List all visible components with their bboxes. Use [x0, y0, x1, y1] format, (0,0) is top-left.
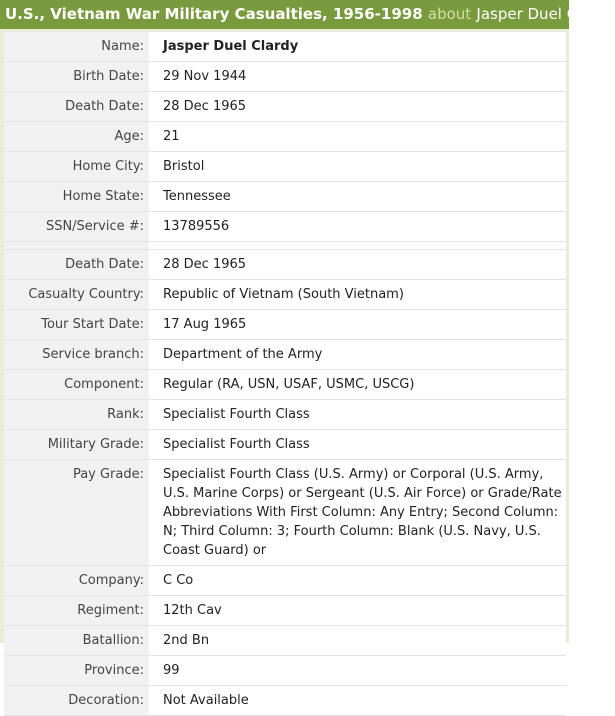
- collection-title[interactable]: U.S., Vietnam War Military Casualties, 1956-1998: [5, 5, 423, 23]
- field-label: Birth Date:: [4, 62, 149, 91]
- field-label: Decoration:: [4, 686, 149, 715]
- field-value: Specialist Fourth Class: [163, 437, 310, 452]
- record-row-province: [4, 656, 566, 686]
- field-value: 2nd Bn: [163, 633, 210, 648]
- record-row-death-date: [4, 92, 566, 122]
- field-value: 29 Nov 1944: [163, 69, 247, 84]
- record-row-ssn-service: [4, 212, 566, 242]
- header-person-name: Jasper Duel Clardy: [476, 5, 615, 23]
- record-row-service-branch: [4, 340, 566, 370]
- record-row-pay-grade: [4, 460, 566, 566]
- record-row-birth-date: [4, 62, 566, 92]
- field-value: Bristol: [163, 159, 205, 174]
- section-divider: [4, 242, 566, 250]
- field-label: Tour Start Date:: [4, 310, 149, 339]
- field-value: 17 Aug 1965: [163, 317, 247, 332]
- field-label: Company:: [4, 566, 149, 595]
- field-value: 28 Dec 1965: [163, 257, 247, 272]
- field-label: Casualty Country:: [4, 280, 149, 309]
- field-value: Republic of Vietnam (South Vietnam): [163, 287, 404, 302]
- field-value: Specialist Fourth Class (U.S. Army) or Corporal (U.S. Army, U.S. Marine Corps) or Sergeant (U.S. Air Force) or Grade/Rate Abbreviations With First Column: Any Entry; Second Column: N; Third Column: 3; Fourth Column: Blank (U.S. Navy, U.S. Coast Guard) or: [163, 467, 562, 558]
- field-value: Jasper Duel Clardy: [163, 39, 299, 54]
- record-row-batallion: [4, 626, 566, 656]
- record-row-decoration: [4, 686, 566, 716]
- about-word: about: [427, 5, 472, 23]
- record-row-casualty-country: [4, 280, 566, 310]
- field-value: 21: [163, 129, 180, 144]
- record-row-age: [4, 122, 566, 152]
- field-value: Specialist Fourth Class: [163, 407, 310, 422]
- field-label: Home State:: [4, 182, 149, 211]
- field-label: Service branch:: [4, 340, 149, 369]
- record-row-rank: [4, 400, 566, 430]
- divider-label-cell: [4, 242, 149, 249]
- field-value: 99: [163, 663, 180, 678]
- divider-value-cell: [149, 242, 566, 249]
- field-value: 13789556: [163, 219, 230, 234]
- record-row-military-grade: [4, 430, 566, 460]
- field-label: Pay Grade:: [4, 460, 149, 565]
- field-label: Rank:: [4, 400, 149, 429]
- field-value: Not Available: [163, 693, 249, 708]
- record-row-home-city: [4, 152, 566, 182]
- field-value: Department of the Army: [163, 347, 323, 362]
- record-row-regiment: [4, 596, 566, 626]
- record-row-name: [4, 32, 566, 62]
- field-label: Home City:: [4, 152, 149, 181]
- field-label: Province:: [4, 656, 149, 685]
- field-label: SSN/Service #:: [4, 212, 149, 241]
- record-row-company: [4, 566, 566, 596]
- field-value: C Co: [163, 573, 194, 588]
- field-label: Death Date:: [4, 250, 149, 279]
- record-row-death-date: [4, 250, 566, 280]
- record-row-component: [4, 370, 566, 400]
- record-row-tour-start-date: [4, 310, 566, 340]
- field-label: Age:: [4, 122, 149, 151]
- field-label: Military Grade:: [4, 430, 149, 459]
- record-header: [0, 0, 615, 29]
- field-label: Component:: [4, 370, 149, 399]
- field-label: Name:: [4, 32, 149, 61]
- record-row-home-state: [4, 182, 566, 212]
- record-table: [4, 32, 566, 716]
- field-label: Regiment:: [4, 596, 149, 625]
- field-value: Regular (RA, USN, USAF, USMC, USCG): [163, 377, 415, 392]
- field-label: Death Date:: [4, 92, 149, 121]
- field-label: Batallion:: [4, 626, 149, 655]
- field-value: Tennessee: [163, 189, 231, 204]
- field-value: 12th Cav: [163, 603, 222, 618]
- field-value: 28 Dec 1965: [163, 99, 247, 114]
